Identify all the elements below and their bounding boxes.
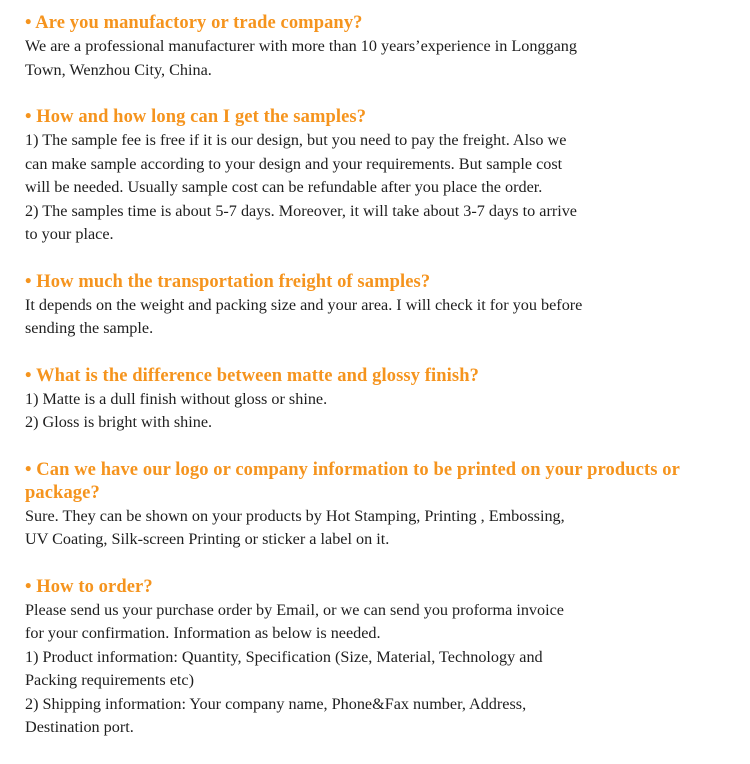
answer-line: 2) Gloss is bright with shine. [25, 413, 213, 431]
faq-answer [25, 505, 740, 552]
answer-line: sending the sample. [25, 319, 154, 337]
faq-question: • Can we have our logo or company information to be printed on your products or package? [25, 459, 680, 503]
faq-item-freight [25, 271, 740, 341]
answer-line: 2) The samples time is about 5-7 days. Moreover, it will take about 3-7 days to arrive [25, 201, 577, 220]
faq-item-samples [25, 106, 740, 247]
answer-line: 2) Shipping information: Your company name, Phone&Fax number, Address, [25, 694, 527, 713]
faq-answer [25, 599, 740, 740]
faq-question: • Are you manufactory or trade company? [25, 13, 363, 33]
answer-line: It depends on the weight and packing size and your area. I will check it for you before [25, 295, 583, 314]
answer-line: can make sample according to your design and your requirements. But sample cost [25, 154, 563, 173]
answer-line: to your place. [25, 225, 114, 243]
answer-line: will be needed. Usually sample cost can be refundable after you place the order. [25, 178, 543, 196]
answer-line: 1) Product information: Quantity, Specification (Size, Material, Technology and [25, 647, 543, 666]
answer-line: UV Coating, Silk-screen Printing or sticker a label on it. [25, 530, 390, 548]
faq-item-finish [25, 365, 740, 435]
answer-line: for your confirmation. Information as below is needed. [25, 624, 381, 642]
faq-item-manufactory [25, 12, 740, 82]
answer-line: We are a professional manufacturer with more than 10 years’experience in Longgang [25, 37, 577, 55]
answer-line: 1) Matte is a dull finish without gloss or shine. [25, 389, 328, 408]
answer-line: Destination port. [25, 718, 134, 736]
answer-line: Sure. They can be shown on your products by Hot Stamping, Printing , Embossing, [25, 506, 565, 525]
faq-answer [25, 388, 740, 435]
faq-item-order [25, 576, 740, 740]
answer-line: 1) The sample fee is free if it is our design, but you need to pay the freight. Also we [25, 131, 567, 149]
answer-line: Town, Wenzhou City, China. [25, 60, 212, 79]
faq-question: • How much the transportation freight of samples? [25, 271, 431, 292]
faq-answer [25, 35, 740, 82]
faq-item-logo [25, 459, 740, 552]
faq-question: • How and how long can I get the samples? [25, 107, 367, 127]
faq-answer [25, 129, 740, 247]
answer-line: Packing requirements etc) [25, 671, 195, 689]
faq-question: • How to order? [25, 576, 153, 597]
faq-answer [25, 294, 740, 341]
faq-list [25, 12, 740, 764]
answer-line: Please send us your purchase order by Email, or we can send you proforma invoice [25, 600, 564, 619]
faq-question: • What is the difference between matte and glossy finish? [25, 365, 479, 386]
